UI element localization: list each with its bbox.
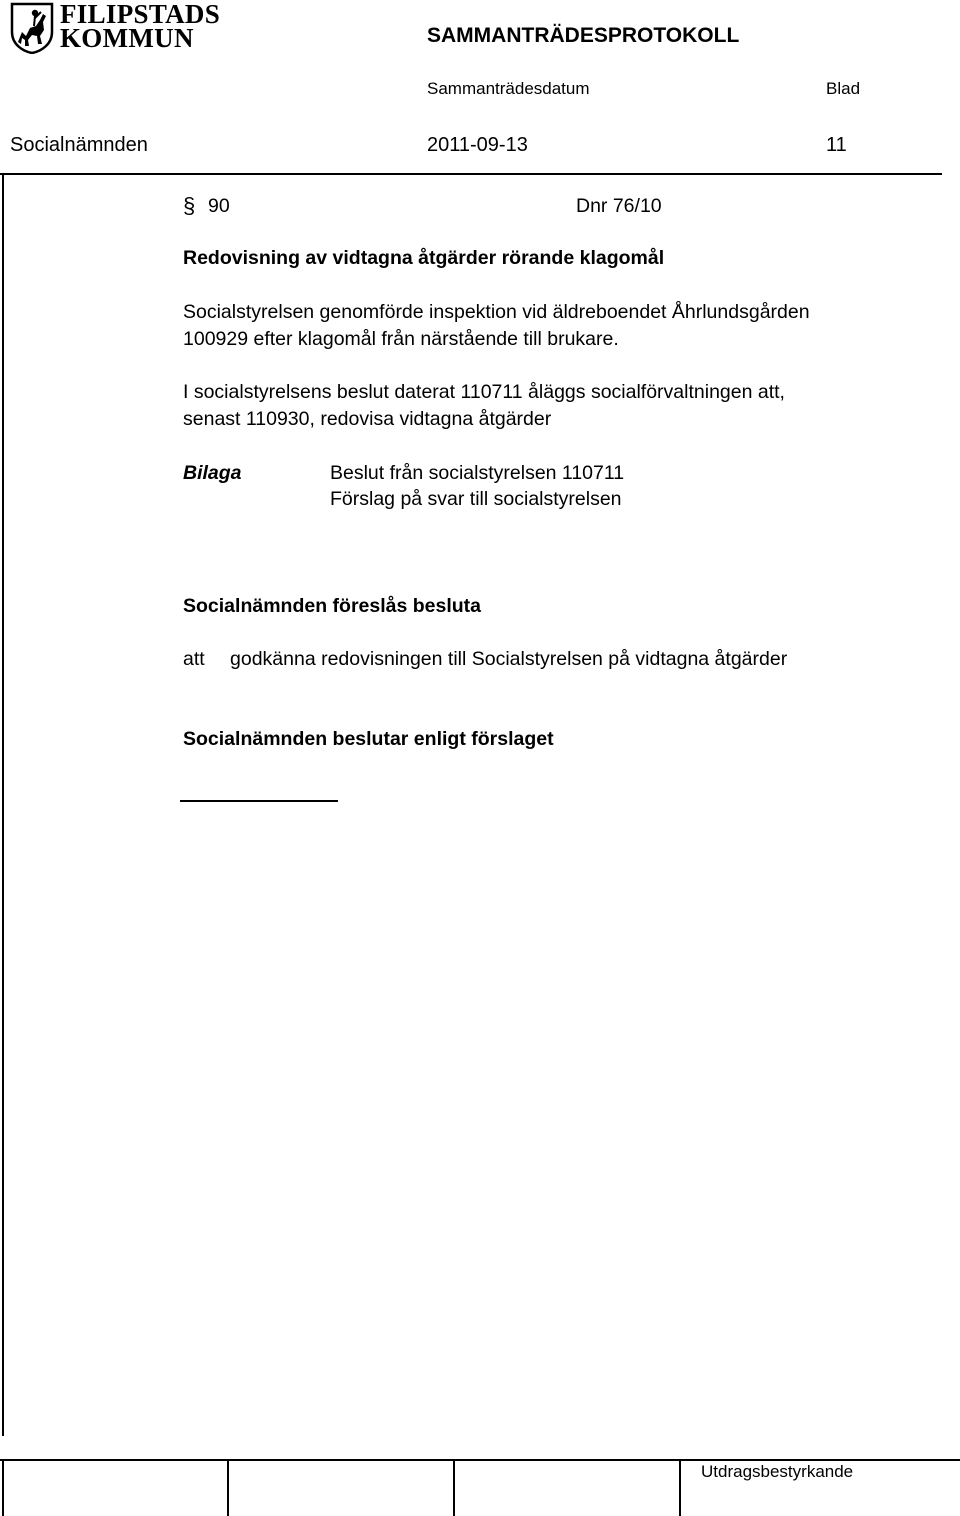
- attachment-item: Förslag på svar till socialstyrelsen: [330, 488, 622, 510]
- paragraph-sign-icon: §: [183, 193, 196, 218]
- paragraph-2-line-2: senast 110930, redovisa vidtagna åtgärder: [183, 408, 552, 430]
- section-title: Redovisning av vidtagna åtgärder rörande klagomål: [183, 247, 665, 269]
- attachment-item: Beslut från socialstyrelsen 110711: [330, 462, 625, 484]
- section-number: 90: [208, 195, 230, 217]
- proposal-heading: Socialnämnden föreslås besluta: [183, 595, 482, 617]
- header-rule: [0, 173, 942, 175]
- end-rule: [180, 800, 338, 802]
- organ-name: Socialnämnden: [10, 134, 148, 156]
- case-number: Dnr 76/10: [576, 195, 662, 217]
- footer-cell-divider: [453, 1459, 455, 1516]
- meeting-date: 2011-09-13: [427, 134, 528, 156]
- page-number: 11: [826, 134, 847, 156]
- att-text: godkänna redovisningen till Socialstyrelsen på vidtagna åtgärder: [230, 648, 788, 670]
- footer-cell-divider: [679, 1459, 681, 1516]
- footer-cell-divider: [227, 1459, 229, 1516]
- att-label: att: [183, 648, 205, 670]
- logo-text-line2: KOMMUN: [60, 23, 194, 53]
- margin-rule: [2, 173, 4, 1436]
- municipality-logo: [10, 2, 220, 54]
- footer-rule: [0, 1459, 960, 1461]
- footer-cell-divider: [2, 1459, 4, 1516]
- logo-text-line1: FILIPSTADS: [60, 0, 221, 29]
- paragraph-1-line-2: 100929 efter klagomål från närstående till brukare.: [183, 328, 619, 350]
- coat-of-arms-icon: [10, 2, 54, 54]
- paragraph-2-line-1: I socialstyrelsens beslut daterat 110711 åläggs socialförvaltningen att,: [183, 381, 785, 403]
- paragraph-1-line-1: Socialstyrelsen genomförde inspektion vid äldreboendet Åhrlundsgården: [183, 301, 810, 323]
- extract-certification-label: Utdragsbestyrkande: [701, 1462, 854, 1481]
- page-label: Blad: [826, 79, 861, 98]
- meeting-date-label: Sammanträdesdatum: [427, 79, 590, 98]
- decision-heading: Socialnämnden beslutar enligt förslaget: [183, 728, 554, 750]
- document-title: SAMMANTRÄDESPROTOKOLL: [427, 24, 740, 47]
- attachment-label: Bilaga: [183, 462, 242, 484]
